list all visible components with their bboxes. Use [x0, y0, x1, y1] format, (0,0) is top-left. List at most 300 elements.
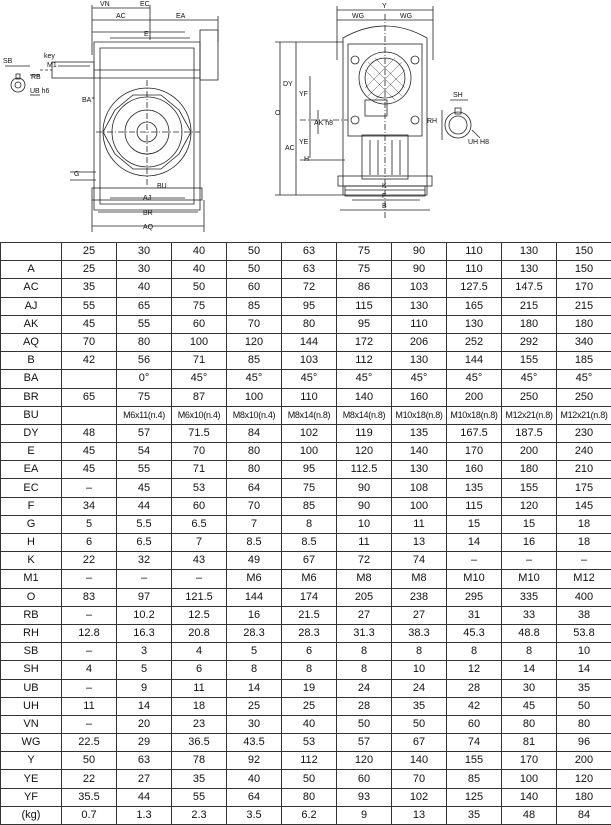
table-cell: 16 [502, 534, 557, 552]
table-cell: 74 [392, 552, 447, 570]
table-cell: 55 [62, 297, 117, 315]
table-cell: 11 [392, 515, 447, 533]
table-cell: 45° [337, 370, 392, 388]
label-k: K [382, 183, 387, 190]
table-cell: 80 [282, 315, 337, 333]
table-cell: 165 [447, 297, 502, 315]
label-e: E [144, 31, 149, 38]
table-cell: 127.5 [447, 279, 502, 297]
table-cell: 110 [392, 315, 447, 333]
table-cell: 4 [62, 661, 117, 679]
table-cell: 240 [557, 443, 611, 461]
table-cell: 48 [502, 806, 557, 824]
label-wg-right: WG [400, 13, 412, 20]
table-cell: 8 [337, 643, 392, 661]
table-cell: M8x10(n.4) [227, 406, 282, 424]
table-cell: 16 [227, 606, 282, 624]
row-label-cell: AK [1, 315, 62, 333]
row-label-cell: F [1, 497, 62, 515]
table-cell: 110 [282, 388, 337, 406]
table-cell: 55 [172, 788, 227, 806]
table-cell: 44 [117, 497, 172, 515]
table-cell: 140 [392, 752, 447, 770]
table-cell: 206 [392, 333, 447, 351]
table-cell: 102 [392, 788, 447, 806]
table-cell: 110 [447, 261, 502, 279]
row-label-cell: SH [1, 661, 62, 679]
table-cell: 103 [282, 352, 337, 370]
label-dy: DY [283, 81, 293, 88]
table-cell: 80 [227, 443, 282, 461]
table-cell: 96 [557, 734, 611, 752]
table-cell: M10x18(n.8) [392, 406, 447, 424]
table-cell: 50 [392, 715, 447, 733]
table-cell: 80 [282, 788, 337, 806]
table-cell: 35 [392, 697, 447, 715]
table-cell: 6 [62, 534, 117, 552]
table-cell: 60 [447, 715, 502, 733]
table-cell: 84 [557, 806, 611, 824]
table-cell: 29 [117, 734, 172, 752]
row-label-cell: UB [1, 679, 62, 697]
table-cell: M8x14(n.8) [282, 406, 337, 424]
row-label-cell: AJ [1, 297, 62, 315]
table-cell: 12.5 [172, 606, 227, 624]
table-cell: 53 [172, 479, 227, 497]
row-label-cell: EA [1, 461, 62, 479]
row-label-cell: A [1, 261, 62, 279]
row-label-cell: K [1, 552, 62, 570]
table-cell: 85 [282, 497, 337, 515]
table-cell: – [62, 643, 117, 661]
label-h: H [304, 156, 309, 163]
table-cell: 12.8 [62, 624, 117, 642]
table-cell: 20 [117, 715, 172, 733]
table-cell: 15 [447, 515, 502, 533]
table-cell: 250 [557, 388, 611, 406]
table-cell: 11 [172, 679, 227, 697]
table-cell: 335 [502, 588, 557, 606]
label-ec: EC [140, 1, 150, 8]
table-cell: M12 [557, 570, 611, 588]
label-y: Y [382, 3, 387, 10]
table-cell: 45 [502, 697, 557, 715]
label-m1: M1 [47, 62, 57, 69]
row-label-cell: H [1, 534, 62, 552]
table-cell: 144 [227, 588, 282, 606]
table-cell: – [117, 570, 172, 588]
table-cell: 38.3 [392, 624, 447, 642]
row-label-cell: EC [1, 479, 62, 497]
table-cell: 24 [337, 679, 392, 697]
table-cell: 6 [172, 661, 227, 679]
table-cell: 16.3 [117, 624, 172, 642]
row-label-cell: SB [1, 643, 62, 661]
table-cell: 8 [392, 643, 447, 661]
table-cell: 43.5 [227, 734, 282, 752]
table-cell: 130 [392, 461, 447, 479]
table-cell: 45 [117, 479, 172, 497]
table-cell: – [62, 679, 117, 697]
table-cell: 145 [557, 497, 611, 515]
table-cell: 210 [557, 461, 611, 479]
size-header-cell: 25 [62, 243, 117, 261]
row-label-cell: Y [1, 752, 62, 770]
table-cell: 80 [502, 715, 557, 733]
table-cell: 48 [62, 424, 117, 442]
table-cell: 130 [392, 352, 447, 370]
row-label-cell: YE [1, 770, 62, 788]
table-cell: 292 [502, 333, 557, 351]
table-row [1, 661, 611, 679]
table-cell: 25 [282, 697, 337, 715]
table-row [1, 534, 611, 552]
table-cell: 35 [62, 279, 117, 297]
table-cell: 80 [557, 715, 611, 733]
table-cell: 8 [502, 643, 557, 661]
label-wg-left: WG [352, 13, 364, 20]
table-cell: 4 [172, 643, 227, 661]
label-b: B [382, 203, 387, 210]
table-cell: 10 [557, 643, 611, 661]
table-cell: – [62, 570, 117, 588]
table-cell: 9 [117, 679, 172, 697]
table-cell: 84 [227, 424, 282, 442]
table-cell: 5 [227, 643, 282, 661]
table-cell: 25 [227, 697, 282, 715]
size-header-cell: 110 [447, 243, 502, 261]
table-cell: 8 [337, 661, 392, 679]
table-cell: 30 [227, 715, 282, 733]
table-cell: M6x11(n.4) [117, 406, 172, 424]
table-cell: M10 [502, 570, 557, 588]
table-cell: 10 [337, 515, 392, 533]
label-vn: VN [100, 1, 110, 8]
table-cell: 187.5 [502, 424, 557, 442]
table-cell: 28 [447, 679, 502, 697]
table-cell: 45 [62, 315, 117, 333]
table-cell: 180 [557, 315, 611, 333]
table-cell: 72 [337, 552, 392, 570]
table-cell: 27 [337, 606, 392, 624]
table-cell: 75 [172, 297, 227, 315]
table-cell: 15 [502, 515, 557, 533]
table-cell: 170 [447, 443, 502, 461]
table-cell: 28 [337, 697, 392, 715]
table-cell: 35 [447, 806, 502, 824]
table-cell: 13 [392, 534, 447, 552]
row-label-cell: (kg) [1, 806, 62, 824]
table-row [1, 770, 611, 788]
table-cell: 35 [172, 770, 227, 788]
table-cell: 24 [392, 679, 447, 697]
row-label-cell: VN [1, 715, 62, 733]
table-cell: 92 [227, 752, 282, 770]
table-row [1, 461, 611, 479]
table-cell: 75 [282, 479, 337, 497]
table-cell: 3 [117, 643, 172, 661]
label-aj: AJ [143, 195, 151, 202]
table-cell: 87 [172, 388, 227, 406]
label-ye: YE [299, 139, 309, 146]
table-cell: 8 [282, 515, 337, 533]
row-label-cell: RH [1, 624, 62, 642]
table-cell: 121.5 [172, 588, 227, 606]
table-cell: 22 [62, 552, 117, 570]
table-cell: 95 [282, 461, 337, 479]
table-cell: 45° [227, 370, 282, 388]
table-cell: 5.5 [117, 515, 172, 533]
table-row [1, 443, 611, 461]
row-label-cell: WG [1, 734, 62, 752]
table-cell: 175 [557, 479, 611, 497]
table-cell: 125 [447, 788, 502, 806]
table-cell: 18 [172, 697, 227, 715]
table-cell: 180 [502, 315, 557, 333]
table-row [1, 752, 611, 770]
table-cell: 2.3 [172, 806, 227, 824]
table-cell: 0° [117, 370, 172, 388]
table-cell: 112 [337, 352, 392, 370]
header-corner-cell [1, 243, 62, 261]
table-cell: 40 [172, 261, 227, 279]
table-cell: 130 [392, 297, 447, 315]
row-label-cell: O [1, 588, 62, 606]
table-cell: M12x21(n.8) [557, 406, 611, 424]
table-cell: 74 [447, 734, 502, 752]
table-row [1, 261, 611, 279]
table-cell: 140 [392, 443, 447, 461]
table-cell [62, 406, 117, 424]
table-cell: M8x14(n.8) [337, 406, 392, 424]
table-cell: 36.5 [172, 734, 227, 752]
table-cell: 230 [557, 424, 611, 442]
table-cell: 0.7 [62, 806, 117, 824]
table-cell: – [557, 552, 611, 570]
table-cell: 45° [557, 370, 611, 388]
table-cell: 6 [282, 643, 337, 661]
table-cell: 150 [557, 261, 611, 279]
table-cell: 167.5 [447, 424, 502, 442]
size-header-cell: 75 [337, 243, 392, 261]
row-label-cell: B [1, 352, 62, 370]
table-cell: 70 [172, 443, 227, 461]
label-o: O [275, 110, 281, 117]
label-ac: AC [116, 13, 126, 20]
table-cell: 60 [172, 497, 227, 515]
table-cell: 147.5 [502, 279, 557, 297]
table-cell: 8 [227, 661, 282, 679]
table-cell: 14 [117, 697, 172, 715]
table-cell: 55 [117, 461, 172, 479]
table-cell: 10.2 [117, 606, 172, 624]
table-cell: 30 [117, 261, 172, 279]
table-row [1, 588, 611, 606]
table-cell: 144 [282, 333, 337, 351]
size-header-cell: 50 [227, 243, 282, 261]
table-cell: 43 [172, 552, 227, 570]
table-cell: M8 [392, 570, 447, 588]
table-cell: 67 [392, 734, 447, 752]
table-row [1, 424, 611, 442]
table-cell: 14 [502, 661, 557, 679]
table-cell: 27 [392, 606, 447, 624]
table-cell: 215 [557, 297, 611, 315]
table-cell: 50 [557, 697, 611, 715]
table-cell: 100 [282, 443, 337, 461]
label-rh: RH [427, 118, 437, 125]
table-cell: 34 [62, 497, 117, 515]
table-cell: 56 [117, 352, 172, 370]
row-label-cell: AQ [1, 333, 62, 351]
table-cell: 8.5 [282, 534, 337, 552]
label-g: G [74, 171, 79, 178]
label-sh: SH [453, 92, 463, 99]
table-cell: M10 [447, 570, 502, 588]
label-uh: UH H8 [468, 139, 489, 146]
table-cell: 25 [62, 261, 117, 279]
table-cell: 108 [392, 479, 447, 497]
table-row [1, 515, 611, 533]
table-cell: 160 [447, 461, 502, 479]
table-cell: 70 [62, 333, 117, 351]
table-cell: 60 [227, 279, 282, 297]
row-label-cell: AC [1, 279, 62, 297]
table-cell: 45° [502, 370, 557, 388]
table-cell: – [62, 479, 117, 497]
table-cell: 10 [392, 661, 447, 679]
label-bu: BU [157, 183, 167, 190]
table-cell: 50 [227, 261, 282, 279]
table-cell: 65 [62, 388, 117, 406]
table-cell [62, 370, 117, 388]
size-header-cell: 150 [557, 243, 611, 261]
table-cell: 130 [502, 261, 557, 279]
table-cell: 71.5 [172, 424, 227, 442]
table-cell: 135 [447, 479, 502, 497]
table-row [1, 788, 611, 806]
row-label-cell: YF [1, 788, 62, 806]
table-cell: 57 [337, 734, 392, 752]
row-label-cell: G [1, 515, 62, 533]
table-cell: 60 [337, 770, 392, 788]
table-cell: 93 [337, 788, 392, 806]
row-label-cell: BU [1, 406, 62, 424]
size-header-cell: 30 [117, 243, 172, 261]
table-cell: 103 [392, 279, 447, 297]
table-cell: 45° [392, 370, 447, 388]
table-cell: 71 [172, 461, 227, 479]
table-cell: 20.8 [172, 624, 227, 642]
table-cell: 40 [227, 770, 282, 788]
table-cell: 100 [172, 333, 227, 351]
label-ea: EA [176, 13, 186, 20]
table-cell: 180 [502, 461, 557, 479]
table-cell: 120 [227, 333, 282, 351]
table-row [1, 734, 611, 752]
table-cell: 57 [117, 424, 172, 442]
table-row [1, 643, 611, 661]
table-cell: 112.5 [337, 461, 392, 479]
table-cell: 23 [172, 715, 227, 733]
table-cell: 140 [337, 388, 392, 406]
table-cell: 53.8 [557, 624, 611, 642]
table-cell: 33 [502, 606, 557, 624]
table-row [1, 552, 611, 570]
table-cell: 22 [62, 770, 117, 788]
table-cell: 100 [392, 497, 447, 515]
table-cell: 144 [447, 352, 502, 370]
table-cell: 70 [227, 315, 282, 333]
table-cell: 31.3 [337, 624, 392, 642]
table-cell: 9 [337, 806, 392, 824]
table-cell: 45° [447, 370, 502, 388]
table-cell: 180 [557, 788, 611, 806]
table-cell: 90 [337, 479, 392, 497]
table-cell: 53 [282, 734, 337, 752]
table-cell: – [172, 570, 227, 588]
table-cell: 28.3 [282, 624, 337, 642]
table-cell: 120 [557, 770, 611, 788]
table-cell: 50 [337, 715, 392, 733]
table-cell: 12 [447, 661, 502, 679]
table-cell: 95 [282, 297, 337, 315]
table-cell: 80 [117, 333, 172, 351]
table-row [1, 606, 611, 624]
table-cell: 85 [447, 770, 502, 788]
label-ac-right: AC [285, 145, 295, 152]
table-cell: 44 [117, 788, 172, 806]
table-cell: 100 [227, 388, 282, 406]
table-cell: 45 [62, 443, 117, 461]
table-cell: 8 [282, 661, 337, 679]
table-cell: M12x21(n.8) [502, 406, 557, 424]
table-cell: 42 [447, 697, 502, 715]
table-cell: 7 [172, 534, 227, 552]
table-cell: 14 [227, 679, 282, 697]
row-label-cell: BR [1, 388, 62, 406]
table-row [1, 697, 611, 715]
table-cell: 78 [172, 752, 227, 770]
table-cell: 90 [337, 497, 392, 515]
table-cell: – [62, 715, 117, 733]
table-cell: 50 [62, 752, 117, 770]
table-cell: 54 [117, 443, 172, 461]
table-row [1, 497, 611, 515]
table-cell: 70 [392, 770, 447, 788]
table-cell: 22.5 [62, 734, 117, 752]
table-cell: 38 [557, 606, 611, 624]
table-cell: 174 [282, 588, 337, 606]
label-br: BR [143, 210, 153, 217]
table-row [1, 279, 611, 297]
table-cell: 295 [447, 588, 502, 606]
table-cell: 18 [557, 534, 611, 552]
row-label-cell: DY [1, 424, 62, 442]
table-cell: 14 [447, 534, 502, 552]
table-header-row [1, 243, 611, 261]
table-cell: 40 [282, 715, 337, 733]
table-cell: 85 [227, 297, 282, 315]
table-cell: 155 [447, 752, 502, 770]
table-cell: M6 [282, 570, 337, 588]
table-cell: 200 [557, 752, 611, 770]
table-cell: – [62, 606, 117, 624]
table-cell: 250 [502, 388, 557, 406]
dimension-table [0, 242, 611, 825]
size-header-cell: 130 [502, 243, 557, 261]
table-cell: 205 [337, 588, 392, 606]
